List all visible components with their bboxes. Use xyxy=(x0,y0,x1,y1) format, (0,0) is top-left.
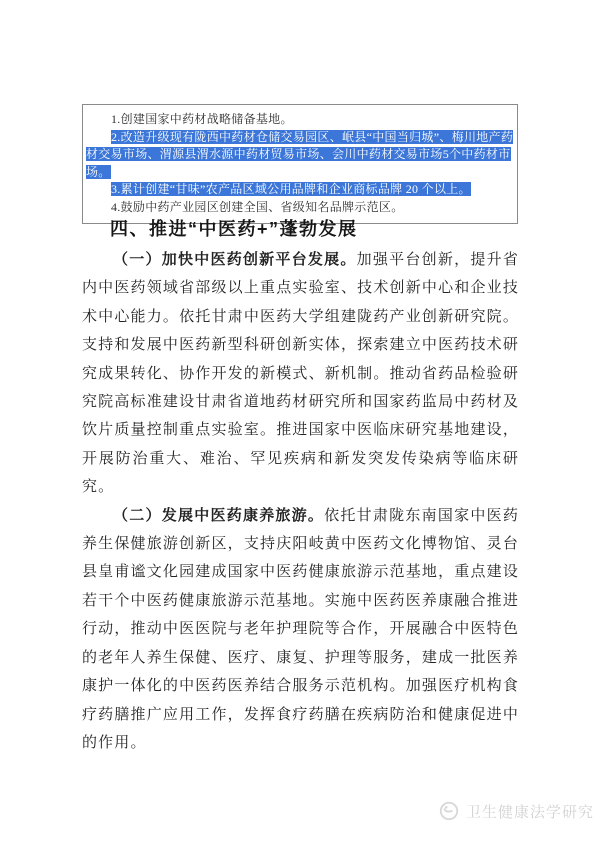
paragraph-1-lead: （一）加快中医药创新平台发展。 xyxy=(113,252,357,268)
watermark xyxy=(438,800,594,822)
note-box-text-highlighted: 2.改造升级现有陇西中药材仓储交易园区、岷县“中国当归城”、梅川地产药 xyxy=(111,129,514,144)
note-box-text-highlighted: 3.累计创建“甘味”农产品区域公用品牌和企业商标品牌 20 个以上。 xyxy=(111,182,471,196)
note-box-line xyxy=(86,129,514,147)
paragraph-1-body: 加强平台创新，提升省内中医药领域省部级以上重点实验室、技术创新中心和企业技术中心能力。依托甘肃中医药大学组建陇药产业创新研究院。支持和发展中医药新型科研创新实体，探索建立中医药技术研究成果转化、协作开发的新模式、新机制。推动省药品检验研究院高标准建设甘肃省道地药材研究所和国家药监局中药材及饮片质量控制重点实验室。推进国家中医临床研究基地建设，开展防治重大、难治、罕见疾病和新发突发传染病等临床研究。 xyxy=(82,252,519,496)
body-text xyxy=(82,246,519,757)
note-box-line xyxy=(86,181,514,199)
note-box-text: 4.鼓励中药产业园区创建全国、省级知名品牌示范区。 xyxy=(111,199,404,214)
note-box-text-highlighted: 材交易市场、渭源县渭水源中药材贸易市场、会川中药材交易市场5个中药材市场。 xyxy=(86,147,511,179)
note-box xyxy=(82,104,518,224)
paragraph-2-body: 依托甘肃陇东南国家中医药养生保健旅游创新区，支持庆阳岐黄中医药文化博物馆、灵台县皇甫谧文化园建成国家中医药健康旅游示范基地，重点建设若干个中医药健康旅游示范基地。实施中医药医养康融合推进行动，推动中医医院与老年护理院等合作，开展融合中医特色的老年人养生保健、医疗、康复、护理等服务，建成一批医养康护一体化的中医药医养结合服务示范机构。加强医疗机构食疗药膳推广应用工作，发挥食疗药膳在疾病防治和健康促进中的作用。 xyxy=(82,507,519,751)
note-box-text: 1.创建国家中药材战略储备基地。 xyxy=(111,112,293,126)
note-box-line xyxy=(86,199,514,217)
note-box-line xyxy=(86,146,514,181)
watermark-text: 卫生健康法学研究 xyxy=(466,803,595,821)
logo-icon xyxy=(438,800,460,822)
paragraph-1 xyxy=(82,246,519,502)
paragraph-2 xyxy=(82,502,519,758)
section-heading: 四、推进“中医药+”蓬勃发展 xyxy=(110,219,358,239)
note-box-line xyxy=(86,111,514,129)
paragraph-2-lead: （二）发展中医药康养旅游。 xyxy=(113,507,325,524)
